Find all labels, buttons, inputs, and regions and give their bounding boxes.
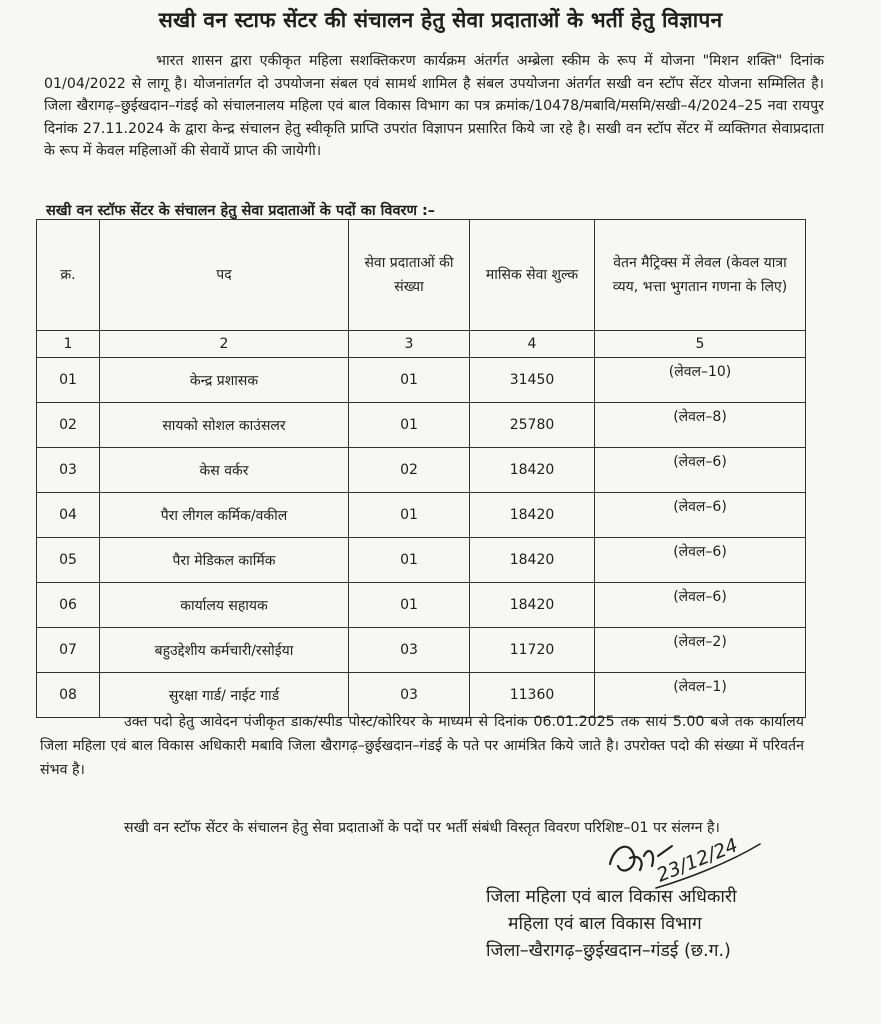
- fee-cell: 31450: [470, 358, 595, 403]
- post-cell: बहुउद्देशीय कर्मचारी/रसोईया: [100, 628, 349, 673]
- notice-title: सखी वन स्टाफ सेंटर की संचालन हेतु सेवा प्रदाताओं के भर्ती हेतु विज्ञापन: [158, 8, 723, 32]
- serial-cell: 01: [37, 358, 100, 403]
- post-cell: सायको सोशल काउंसलर: [100, 403, 349, 448]
- post-cell: पैरा मेडिकल कार्मिक: [100, 538, 349, 583]
- post-cell: कार्यालय सहायक: [100, 583, 349, 628]
- table-heading: सखी वन स्टॉफ सेंटर के संचालन हेतु सेवा प्रदाताओं के पदों का विवरण :–: [46, 203, 436, 219]
- count-cell: 01: [349, 538, 470, 583]
- column-number: 1: [37, 331, 100, 358]
- column-number: 4: [470, 331, 595, 358]
- column-number: 5: [595, 331, 806, 358]
- intro-paragraph: [44, 50, 824, 163]
- signoff-designation: जिला महिला एवं बाल विकास अधिकारी: [486, 887, 737, 907]
- fee-cell: 11360: [470, 673, 595, 718]
- serial-cell: 06: [37, 583, 100, 628]
- serial-cell: 02: [37, 403, 100, 448]
- table-row: [37, 493, 806, 538]
- intro-text: भारत शासन द्वारा एकीकृत महिला सशक्तिकरण कार्यक्रम अंतर्गत अम्ब्रेला स्कीम के रूप में योजना "मिशन शक्ति" दिनांक 01/04/2022 से लागू है। योजनांतर्गत दो उपयोजना संबल एवं सामर्थ शामिल है संबल उपयोजना अंतर्गत सखी वन स्टॉप सेंटर योजना सम्मिलित है। जिला खैरागढ़–छुईखदान–गंडई को संचालनालय महिला एवं बाल विकास विभाग का पत्र क्रमांक/10478/मबावि/मसमि/सखी–4/2024–25 नवा रायपुर दिनांक 27.11.2024 के द्वारा केन्द्र संचालन हेतु स्वीकृति प्राप्ति उपरांत विज्ञापन प्रसारित किये जा रहे है। सखी वन स्टॉप सेंटर में व्यक्तिगत सेवाप्रदाता के रूप में केवल महिलाओं की सेवायें प्राप्त की जायेगी।: [44, 53, 824, 159]
- signature-date: 23/12/24: [653, 834, 742, 887]
- fee-cell: 18420: [470, 448, 595, 493]
- fee-cell: 18420: [470, 583, 595, 628]
- table-row: [37, 538, 806, 583]
- level-cell: (लेवल–8): [595, 403, 806, 448]
- post-cell: केन्द्र प्रशासक: [100, 358, 349, 403]
- fee-cell: 18420: [470, 538, 595, 583]
- header-fee: मासिक सेवा शुल्क: [470, 220, 595, 331]
- level-cell: (लेवल–6): [595, 583, 806, 628]
- posts-table: [36, 219, 806, 718]
- table-row: [37, 583, 806, 628]
- table-row: [37, 448, 806, 493]
- annexure-text: सखी वन स्टॉफ सेंटर के संचालन हेतु सेवा प्रदाताओं के पदों पर भर्ती संबंधी विस्तृत विवरण परिशिष्ट–01 पर संलग्न है।: [124, 820, 720, 836]
- count-cell: 03: [349, 673, 470, 718]
- table-header-row: [37, 220, 806, 331]
- serial-cell: 04: [37, 493, 100, 538]
- signoff-department: महिला एवं बाल विकास विभाग: [508, 914, 702, 934]
- fee-cell: 18420: [470, 493, 595, 538]
- application-text: उक्त पदो हेतु आवेदन पंजीकृत डाक/स्पीड पोस्ट/कोरियर के माध्यम से दिनांक 06.01.2025 तक सायं 5.00 बजे तक कार्यालय जिला महिला एवं बाल विकास अधिकारी मबावि जिला खैरागढ़–छुईखदान–गंडई के पते पर आमंत्रित किये जाते है। उपरोक्त पदो की संख्या में परिवर्तन संभव है।: [40, 714, 804, 778]
- level-cell: (लेवल–1): [595, 673, 806, 718]
- level-cell: (लेवल–10): [595, 358, 806, 403]
- post-cell: केस वर्कर: [100, 448, 349, 493]
- count-cell: 03: [349, 628, 470, 673]
- fee-cell: 11720: [470, 628, 595, 673]
- post-cell: पैरा लीगल कर्मिक/वकील: [100, 493, 349, 538]
- table-row: [37, 358, 806, 403]
- count-cell: 01: [349, 403, 470, 448]
- serial-cell: 05: [37, 538, 100, 583]
- signoff-district: जिला–खैरागढ़–छुईखदान–गंडई (छ.ग.): [486, 941, 731, 961]
- column-number: 2: [100, 331, 349, 358]
- count-cell: 01: [349, 583, 470, 628]
- table-row: [37, 403, 806, 448]
- count-cell: 01: [349, 493, 470, 538]
- header-serial: क्र.: [37, 220, 100, 331]
- serial-cell: 03: [37, 448, 100, 493]
- fee-cell: 25780: [470, 403, 595, 448]
- header-count: सेवा प्रदाताओं की संख्या: [349, 220, 470, 331]
- header-level: वेतन मैट्रिक्स में लेवल (केवल यात्रा व्यय, भत्ता भुगतान गणना के लिए): [595, 220, 806, 331]
- column-number: 3: [349, 331, 470, 358]
- application-paragraph: [40, 710, 804, 782]
- count-cell: 01: [349, 358, 470, 403]
- column-number-row: [37, 331, 806, 358]
- header-post: पद: [100, 220, 349, 331]
- serial-cell: 08: [37, 673, 100, 718]
- level-cell: (लेवल–6): [595, 448, 806, 493]
- level-cell: (लेवल–2): [595, 628, 806, 673]
- level-cell: (लेवल–6): [595, 493, 806, 538]
- post-cell: सुरक्षा गार्ड/ नाईट गार्ड: [100, 673, 349, 718]
- count-cell: 02: [349, 448, 470, 493]
- serial-cell: 07: [37, 628, 100, 673]
- signoff-block: [486, 884, 737, 965]
- level-cell: (लेवल–6): [595, 538, 806, 583]
- table-row: [37, 628, 806, 673]
